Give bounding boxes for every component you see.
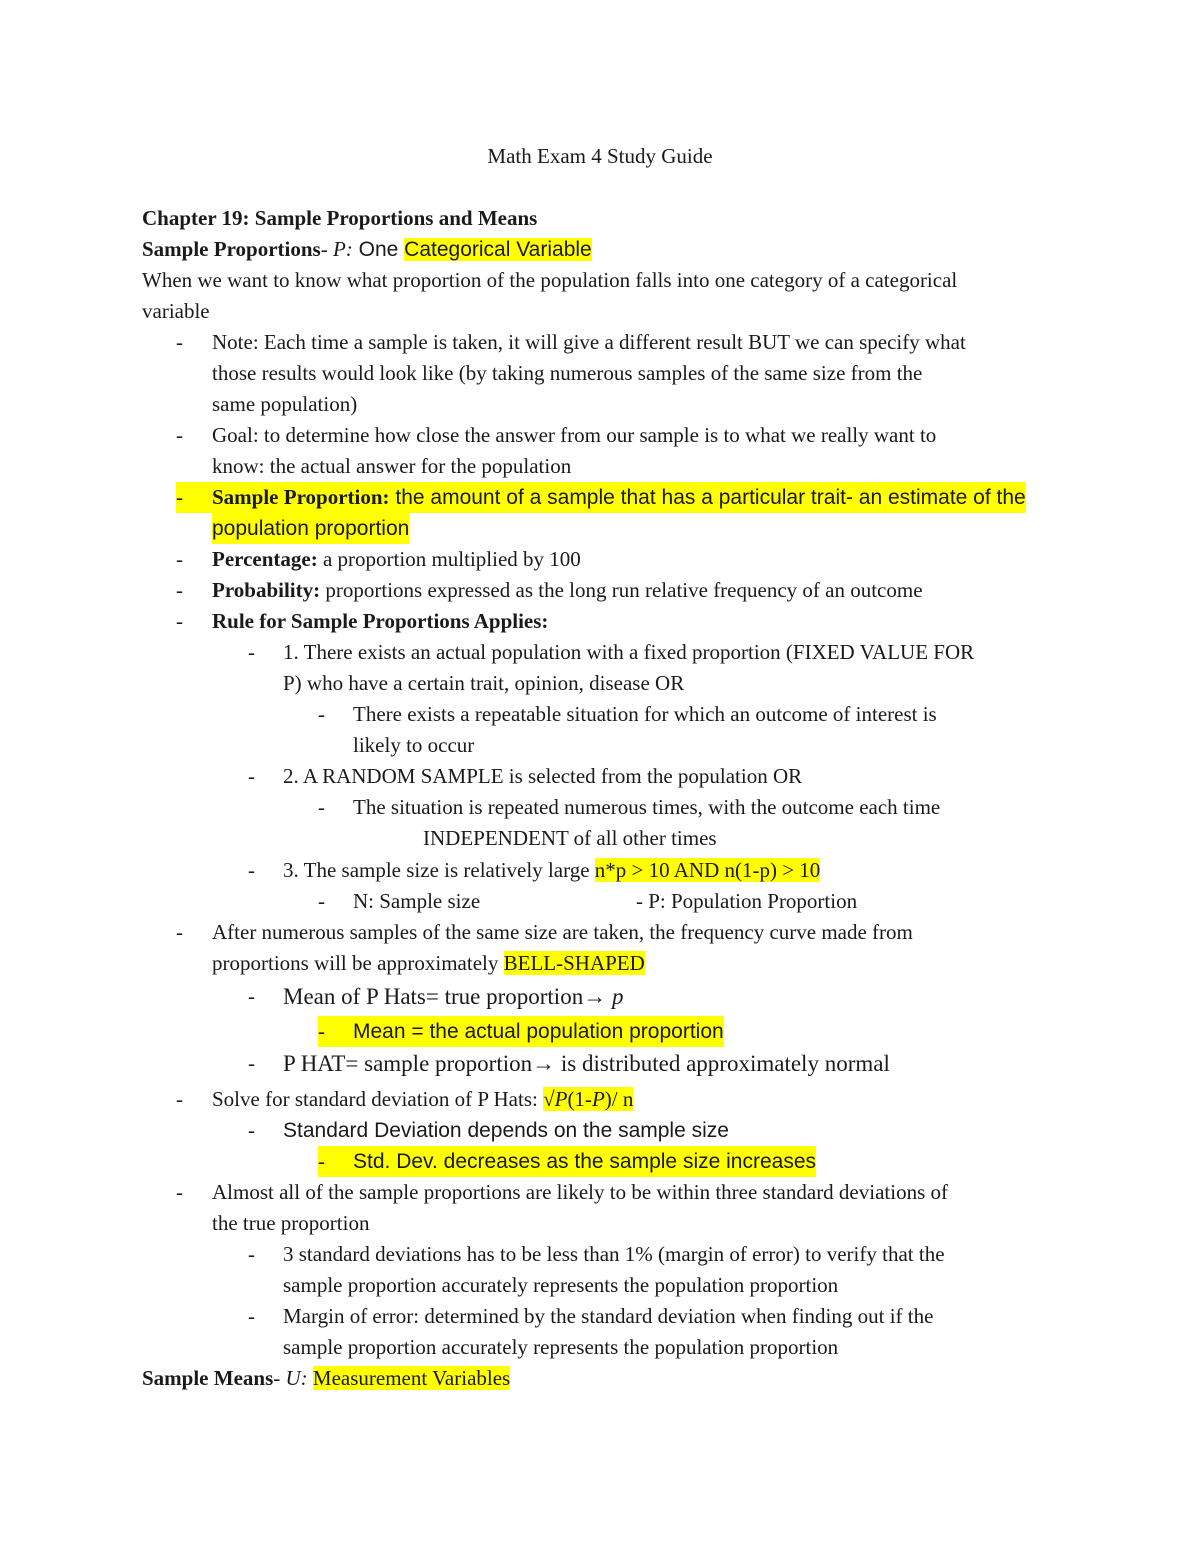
sample-proportions-label: Sample Proportions (142, 237, 321, 261)
three-sd-line-2: sample proportion accurately represents the population proportion (283, 1273, 839, 1297)
categorical-variable-highlight: Categorical Variable (404, 238, 592, 261)
rule1-sub-line-1: There exists a repeatable situation for which an outcome of interest is (353, 702, 937, 726)
sample-proportions-var: P: (332, 237, 353, 261)
goal-line-2: know: the actual answer for the population (212, 454, 572, 478)
phat-distribution: P HAT= sample proportion→ is distributed approximately normal (283, 1051, 890, 1076)
sample-proportions-sep: - (320, 237, 333, 261)
intro-line-2: variable (142, 299, 210, 323)
mean-of-phats-p: p (611, 984, 624, 1009)
bullet-dash: - (248, 764, 255, 788)
rule3-line (283, 855, 820, 886)
bullet-dash: - (176, 1180, 183, 1204)
note-line-2: those results would look like (by taking numerous samples of the same size from the (212, 361, 923, 385)
bullet-dash: - (176, 423, 183, 447)
probability-item (212, 575, 923, 606)
n-definition: N: Sample size (353, 889, 481, 913)
sd-line (212, 1084, 633, 1115)
bullet-dash: - (318, 1146, 353, 1177)
bullet-dash: - (248, 858, 255, 882)
probability-text: proportions expressed as the long run relative frequency of an outcome (320, 578, 923, 602)
rule-heading: Rule for Sample Proportions Applies: (212, 609, 549, 633)
chapter-heading: Chapter 19: Sample Proportions and Means (142, 206, 538, 230)
formula-p: P (591, 1087, 605, 1111)
probability-term: Probability: (212, 578, 321, 602)
p-definition: - P: Population Proportion (636, 889, 858, 913)
bullet-dash: - (176, 547, 183, 571)
sample-proportion-definition-line-1 (212, 482, 1026, 513)
bullet-dash: - (176, 578, 183, 602)
bullet-dash: - (248, 1051, 255, 1075)
bell-shaped-highlight: BELL-SHAPED (503, 951, 645, 975)
sample-proportions-heading (142, 234, 592, 265)
bullet-dash: - (318, 889, 325, 913)
sd-formula-highlight (543, 1087, 633, 1111)
almost-line-2: the true proportion (212, 1211, 370, 1235)
measurement-variables-highlight: Measurement Variables (312, 1366, 511, 1390)
bullet-dash: - (248, 1118, 255, 1142)
sample-proportion-term: Sample Proportion: (212, 485, 390, 509)
rule1-line-1: 1. There exists an actual population with a fixed proportion (FIXED VALUE FOR (283, 640, 975, 664)
sample-means-heading (142, 1363, 510, 1394)
rule1-sub-line-2: likely to occur (353, 733, 475, 757)
rule2-sub-line-2: INDEPENDENT of all other times (423, 826, 717, 850)
bell-line-2-text: proportions will be approximately (212, 951, 504, 975)
sample-means-label: Sample Means (142, 1366, 274, 1390)
formula-part: (1- (567, 1087, 592, 1111)
rule2-sub-line-1: The situation is repeated numerous times, with the outcome each time (353, 795, 941, 819)
rule2-line-1: 2. A RANDOM SAMPLE is selected from the population OR (283, 764, 803, 788)
bullet-dash: - (176, 1087, 183, 1111)
percentage-term: Percentage: (212, 547, 318, 571)
mean-of-phats (283, 981, 623, 1012)
sample-proportion-definition-line-2: population proportion (212, 513, 409, 544)
bullet-dash: - (248, 640, 255, 664)
bullet-dash: - (176, 609, 183, 633)
note-line-3: same population) (212, 392, 358, 416)
bell-line-1: After numerous samples of the same size are taken, the frequency curve made from (212, 920, 913, 944)
rule3-condition-highlight: n*p > 10 AND n(1-p) > 10 (594, 858, 821, 882)
bullet-dash: - (248, 1242, 255, 1266)
sample-proportions-one: One (352, 238, 405, 261)
bullet-dash: - (176, 330, 183, 354)
percentage-item (212, 544, 581, 575)
rule1-line-2: P) who have a certain trait, opinion, disease OR (283, 671, 685, 695)
bullet-dash: - (248, 984, 255, 1008)
intro-line-1: When we want to know what proportion of the population falls into one category of a categorical (142, 268, 958, 292)
sample-proportion-text: the amount of a sample that has a particular trait- an estimate of the (389, 486, 1026, 509)
mean-of-phats-text: Mean of P Hats= true proportion→ (283, 984, 612, 1009)
sample-means-sep: - (273, 1366, 286, 1390)
sd-depends: Standard Deviation depends on the sample size (283, 1119, 729, 1142)
page-title: Math Exam 4 Study Guide (487, 144, 713, 168)
formula-part: )/ n (604, 1087, 634, 1111)
bullet-dash: - (318, 795, 325, 819)
margin-of-error-line-2: sample proportion accurately represents the population proportion (283, 1335, 839, 1359)
percentage-text: a proportion multiplied by 100 (317, 547, 581, 571)
mean-actual-highlight: Mean = the actual population proportion (353, 1016, 724, 1047)
margin-of-error-line-1: Margin of error: determined by the standard deviation when finding out if the (283, 1304, 934, 1328)
bullet-dash: - (318, 702, 325, 726)
bullet-dash: - (176, 482, 212, 513)
sd-text: Solve for standard deviation of P Hats: (212, 1087, 544, 1111)
goal-line-1: Goal: to determine how close the answer from our sample is to what we really want to (212, 423, 937, 447)
rule3-text: 3. The sample size is relatively large (283, 858, 595, 882)
sqrt-symbol: √ (543, 1087, 555, 1111)
note-line-1: Note: Each time a sample is taken, it will give a different result BUT we can specify what (212, 330, 966, 354)
bullet-dash: - (248, 1304, 255, 1328)
bullet-dash: - (318, 1016, 353, 1047)
formula-p: P (554, 1087, 568, 1111)
three-sd-line-1: 3 standard deviations has to be less than 1% (margin of error) to verify that the (283, 1242, 945, 1266)
bullet-dash: - (176, 920, 183, 944)
almost-line-1: Almost all of the sample proportions are likely to be within three standard deviations of (212, 1180, 948, 1204)
bell-line-2 (212, 948, 645, 979)
sample-means-var: U: (285, 1366, 308, 1390)
sd-decreases-highlight: Std. Dev. decreases as the sample size increases (353, 1146, 816, 1177)
